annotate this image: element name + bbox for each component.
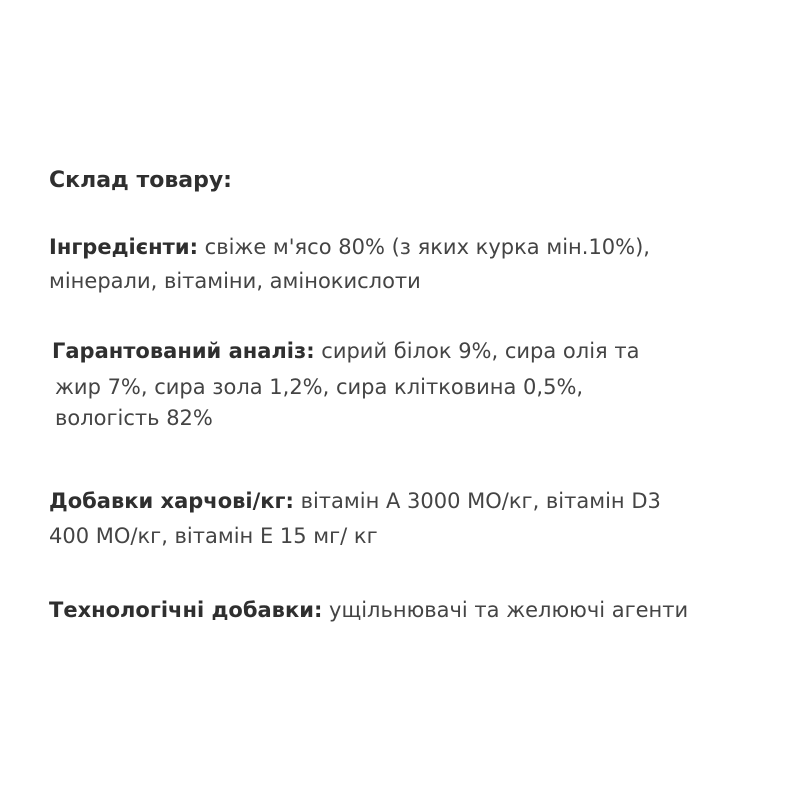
analysis-line-2: [55, 370, 583, 404]
tech-label: Технологічні добавки:: [49, 598, 323, 622]
analysis-text-3: вологість 82%: [55, 406, 213, 430]
ingredients-label: Інгредієнти:: [49, 235, 198, 259]
tech-line-1: [49, 593, 688, 627]
analysis-line-3: [55, 401, 213, 435]
tech-text-1: ущільнювачі та желюючі агенти: [322, 598, 689, 622]
ingredients-text-2: мінерали, вітаміни, амінокислоти: [49, 269, 421, 293]
analysis-line-1: [52, 334, 639, 368]
additives-label: Добавки харчові/кг:: [49, 489, 294, 513]
additives-text-2: 400 МО/кг, вітамін Е 15 мг/ кг: [49, 524, 378, 548]
additives-line-2: [49, 519, 378, 553]
ingredients-line-2: [49, 264, 421, 298]
ingredients-text-1: свіже м'ясо 80% (з яких курка мін.10%),: [197, 235, 650, 259]
composition-title: Склад товару:: [49, 168, 232, 193]
analysis-label: Гарантований аналіз:: [52, 339, 315, 363]
additives-line-1: [49, 484, 661, 518]
additives-text-1: вітамін А 3000 МО/кг, вітамін D3: [293, 489, 661, 513]
analysis-text-1: сирий білок 9%, сира олія та: [314, 339, 640, 363]
ingredients-line-1: [49, 230, 650, 264]
analysis-text-2: жир 7%, сира зола 1,2%, сира клітковина 0,5%,: [55, 375, 584, 399]
